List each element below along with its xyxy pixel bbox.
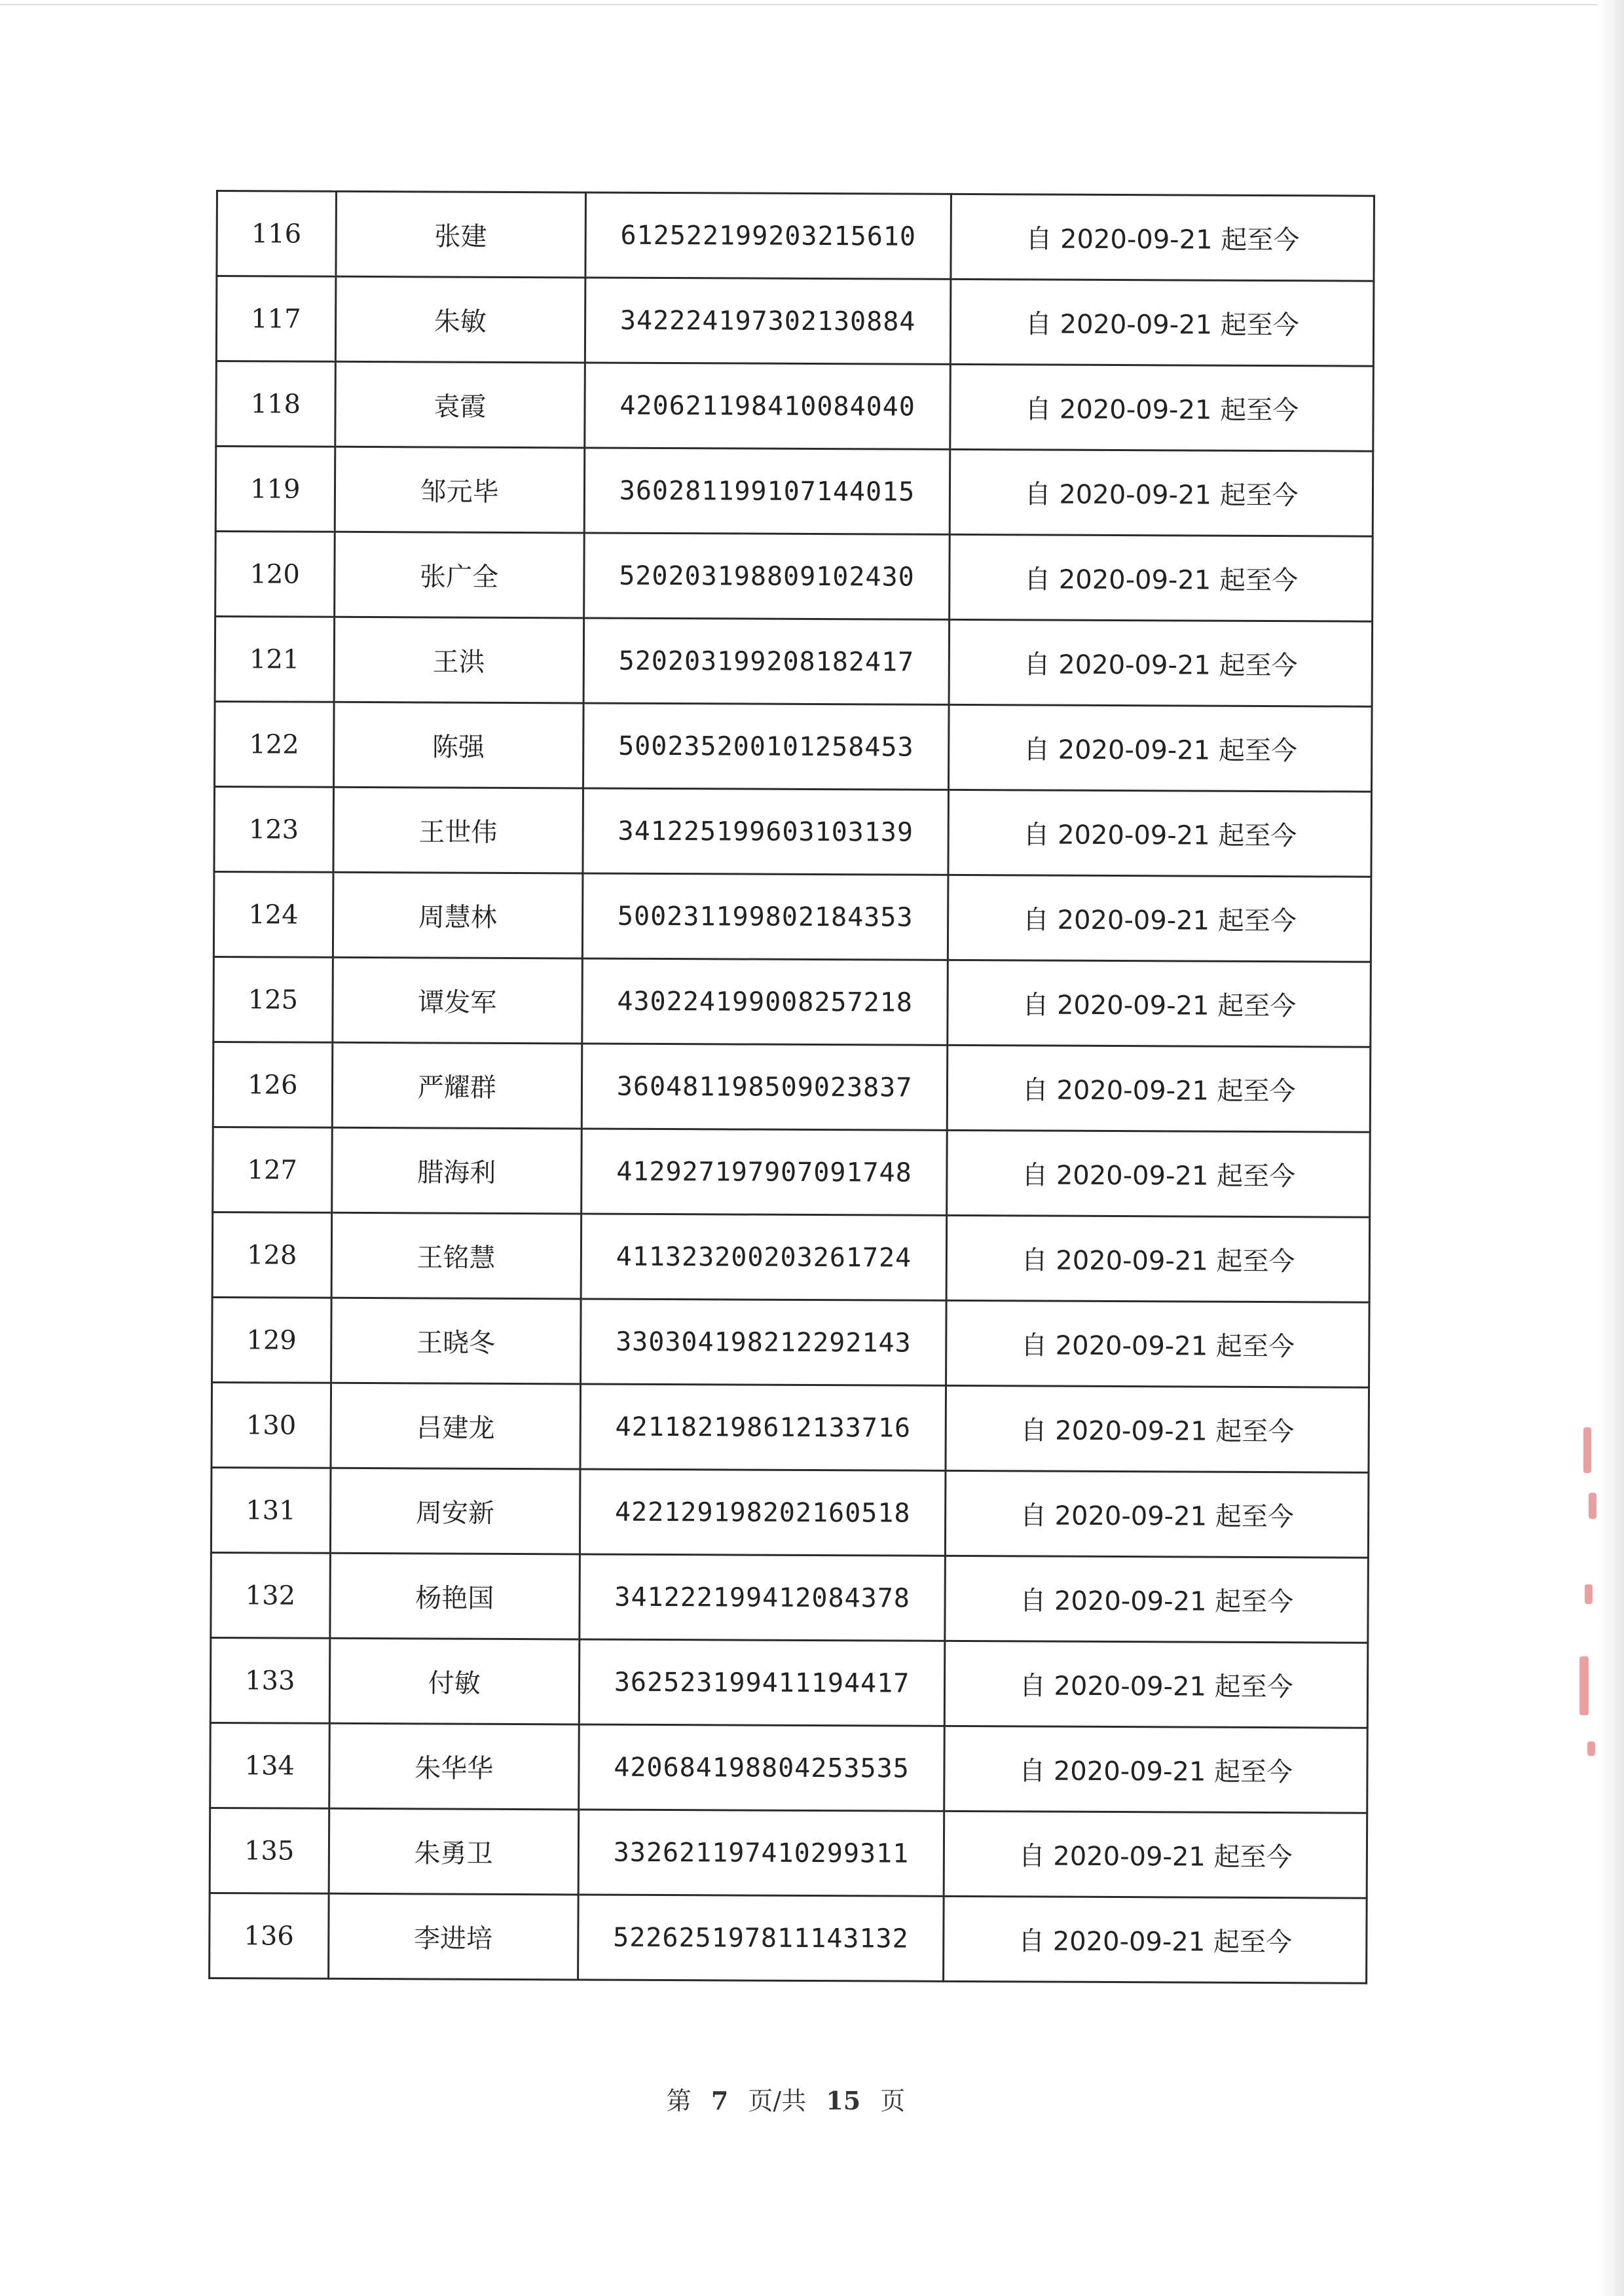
table-row <box>213 1127 1371 1217</box>
id-number: 411323200203261724 <box>581 1214 947 1300</box>
employment-period: 自 2020-09-21 起至今 <box>945 1556 1368 1643</box>
id-number: 420621198410084040 <box>585 363 951 449</box>
employment-period: 自 2020-09-21 起至今 <box>947 1130 1370 1217</box>
person-name: 王晓冬 <box>331 1298 581 1384</box>
row-number: 116 <box>217 191 336 277</box>
employment-period: 自 2020-09-21 起至今 <box>948 875 1371 962</box>
id-number: 342224197302130884 <box>585 278 951 364</box>
id-number: 330304198212292143 <box>580 1299 946 1385</box>
person-name: 王铭慧 <box>331 1212 581 1299</box>
row-number: 128 <box>212 1212 331 1298</box>
table-row <box>216 361 1374 452</box>
table-row <box>216 276 1374 367</box>
row-number: 129 <box>212 1297 331 1383</box>
seal-fragment <box>1587 1741 1595 1756</box>
employment-period: 自 2020-09-21 起至今 <box>946 1215 1369 1302</box>
person-name: 付敏 <box>329 1638 580 1724</box>
person-name: 邹元毕 <box>335 446 585 533</box>
row-number: 123 <box>214 786 333 872</box>
employment-period: 自 2020-09-21 起至今 <box>948 960 1371 1047</box>
row-number: 121 <box>215 617 334 702</box>
table-row <box>213 1042 1371 1132</box>
employment-period: 自 2020-09-21 起至今 <box>944 1811 1367 1898</box>
personnel-table <box>208 190 1375 1984</box>
person-name: 周安新 <box>330 1468 580 1554</box>
id-number: 430224199008257218 <box>582 958 948 1045</box>
table-row <box>210 1893 1367 1983</box>
row-number: 134 <box>210 1722 329 1808</box>
person-name: 谭发军 <box>332 957 582 1044</box>
row-number: 118 <box>216 361 335 447</box>
row-number: 132 <box>211 1552 330 1638</box>
id-number: 520203198809102430 <box>583 533 950 619</box>
id-number: 332621197410299311 <box>578 1810 944 1896</box>
person-name: 腊海利 <box>331 1127 581 1214</box>
seal-fragment <box>1583 1427 1591 1473</box>
seal-fragment <box>1589 1493 1596 1519</box>
current-page-number: 7 <box>710 2086 729 2115</box>
table-row <box>213 957 1371 1047</box>
person-name: 王世伟 <box>333 787 583 873</box>
id-number: 500231199802184353 <box>582 873 948 960</box>
id-number: 341225199603103139 <box>583 788 949 875</box>
person-name: 严耀群 <box>332 1042 582 1129</box>
table-row <box>211 1552 1369 1643</box>
row-number: 122 <box>215 701 334 787</box>
table-row <box>212 1382 1369 1472</box>
row-number: 117 <box>216 276 335 362</box>
row-number: 133 <box>210 1637 329 1723</box>
person-name: 张建 <box>335 191 585 278</box>
total-page-number: 15 <box>826 2086 861 2115</box>
row-number: 136 <box>210 1893 329 1978</box>
person-name: 李进培 <box>328 1893 578 1980</box>
employment-period: 自 2020-09-21 起至今 <box>950 364 1373 451</box>
id-number: 360481198509023837 <box>581 1044 948 1130</box>
table-row <box>211 1467 1369 1558</box>
id-number: 421182198612133716 <box>580 1384 946 1470</box>
employment-period: 自 2020-09-21 起至今 <box>950 449 1373 536</box>
row-number: 120 <box>215 532 335 617</box>
employment-period: 自 2020-09-21 起至今 <box>944 1896 1367 1983</box>
table-row <box>215 617 1373 707</box>
employment-period: 自 2020-09-21 起至今 <box>948 790 1371 877</box>
id-number: 412927197907091748 <box>581 1129 947 1215</box>
person-name: 张广全 <box>334 532 584 618</box>
id-number: 341222199412084378 <box>580 1554 946 1641</box>
row-number: 119 <box>215 446 335 532</box>
table-row <box>215 446 1373 537</box>
table-row <box>210 1637 1368 1728</box>
table-row <box>214 786 1372 877</box>
id-number: 420684198804253535 <box>579 1724 945 1811</box>
table-row <box>210 1722 1368 1813</box>
employment-period: 自 2020-09-21 起至今 <box>946 1385 1369 1472</box>
table-row <box>215 701 1373 792</box>
person-name: 朱敏 <box>335 276 585 363</box>
id-number: 612522199203215610 <box>585 192 951 279</box>
table-row <box>213 871 1371 962</box>
person-name: 王洪 <box>334 617 584 703</box>
table-row <box>212 1212 1370 1302</box>
person-name: 陈强 <box>333 702 583 788</box>
employment-period: 自 2020-09-21 起至今 <box>948 1045 1371 1132</box>
person-name: 朱勇卫 <box>329 1808 579 1895</box>
footer-suffix: 页 <box>880 2086 906 2115</box>
table-body <box>210 191 1375 1984</box>
employment-period: 自 2020-09-21 起至今 <box>951 279 1374 366</box>
person-name: 杨艳国 <box>329 1553 580 1639</box>
person-name: 吕建龙 <box>331 1383 581 1469</box>
row-number: 131 <box>211 1467 330 1553</box>
employment-period: 自 2020-09-21 起至今 <box>951 194 1374 281</box>
row-number: 125 <box>213 957 333 1042</box>
scan-right-edge <box>1598 0 1624 2296</box>
employment-period: 自 2020-09-21 起至今 <box>944 1726 1367 1813</box>
seal-fragment <box>1585 1584 1593 1604</box>
table-row <box>215 532 1373 622</box>
employment-period: 自 2020-09-21 起至今 <box>946 1300 1369 1387</box>
employment-period: 自 2020-09-21 起至今 <box>945 1641 1368 1728</box>
page-footer <box>0 2081 1572 2117</box>
footer-prefix: 第 <box>666 2086 692 2115</box>
row-number: 127 <box>213 1127 332 1212</box>
employment-period: 自 2020-09-21 起至今 <box>946 1470 1369 1558</box>
table-row <box>210 1808 1367 1898</box>
person-name: 朱华华 <box>329 1723 579 1810</box>
table-row <box>212 1297 1370 1387</box>
person-name: 周慧林 <box>333 872 583 958</box>
id-number: 522625197811143132 <box>578 1895 944 1981</box>
employment-period: 自 2020-09-21 起至今 <box>950 534 1373 621</box>
scan-top-edge <box>0 4 1624 5</box>
id-number: 360281199107144015 <box>584 448 950 534</box>
row-number: 126 <box>213 1042 332 1127</box>
row-number: 124 <box>213 871 333 957</box>
id-number: 500235200101258453 <box>583 703 949 790</box>
table-row <box>217 191 1375 282</box>
row-number: 135 <box>210 1808 329 1893</box>
id-number: 520203199208182417 <box>583 618 950 704</box>
id-number: 362523199411194417 <box>579 1639 945 1726</box>
person-name: 袁霞 <box>335 361 585 448</box>
employment-period: 自 2020-09-21 起至今 <box>949 619 1372 706</box>
footer-middle: 页/共 <box>748 2086 807 2115</box>
row-number: 130 <box>212 1382 331 1468</box>
seal-fragment <box>1579 1656 1589 1715</box>
employment-period: 自 2020-09-21 起至今 <box>949 704 1372 792</box>
id-number: 422129198202160518 <box>580 1469 946 1556</box>
